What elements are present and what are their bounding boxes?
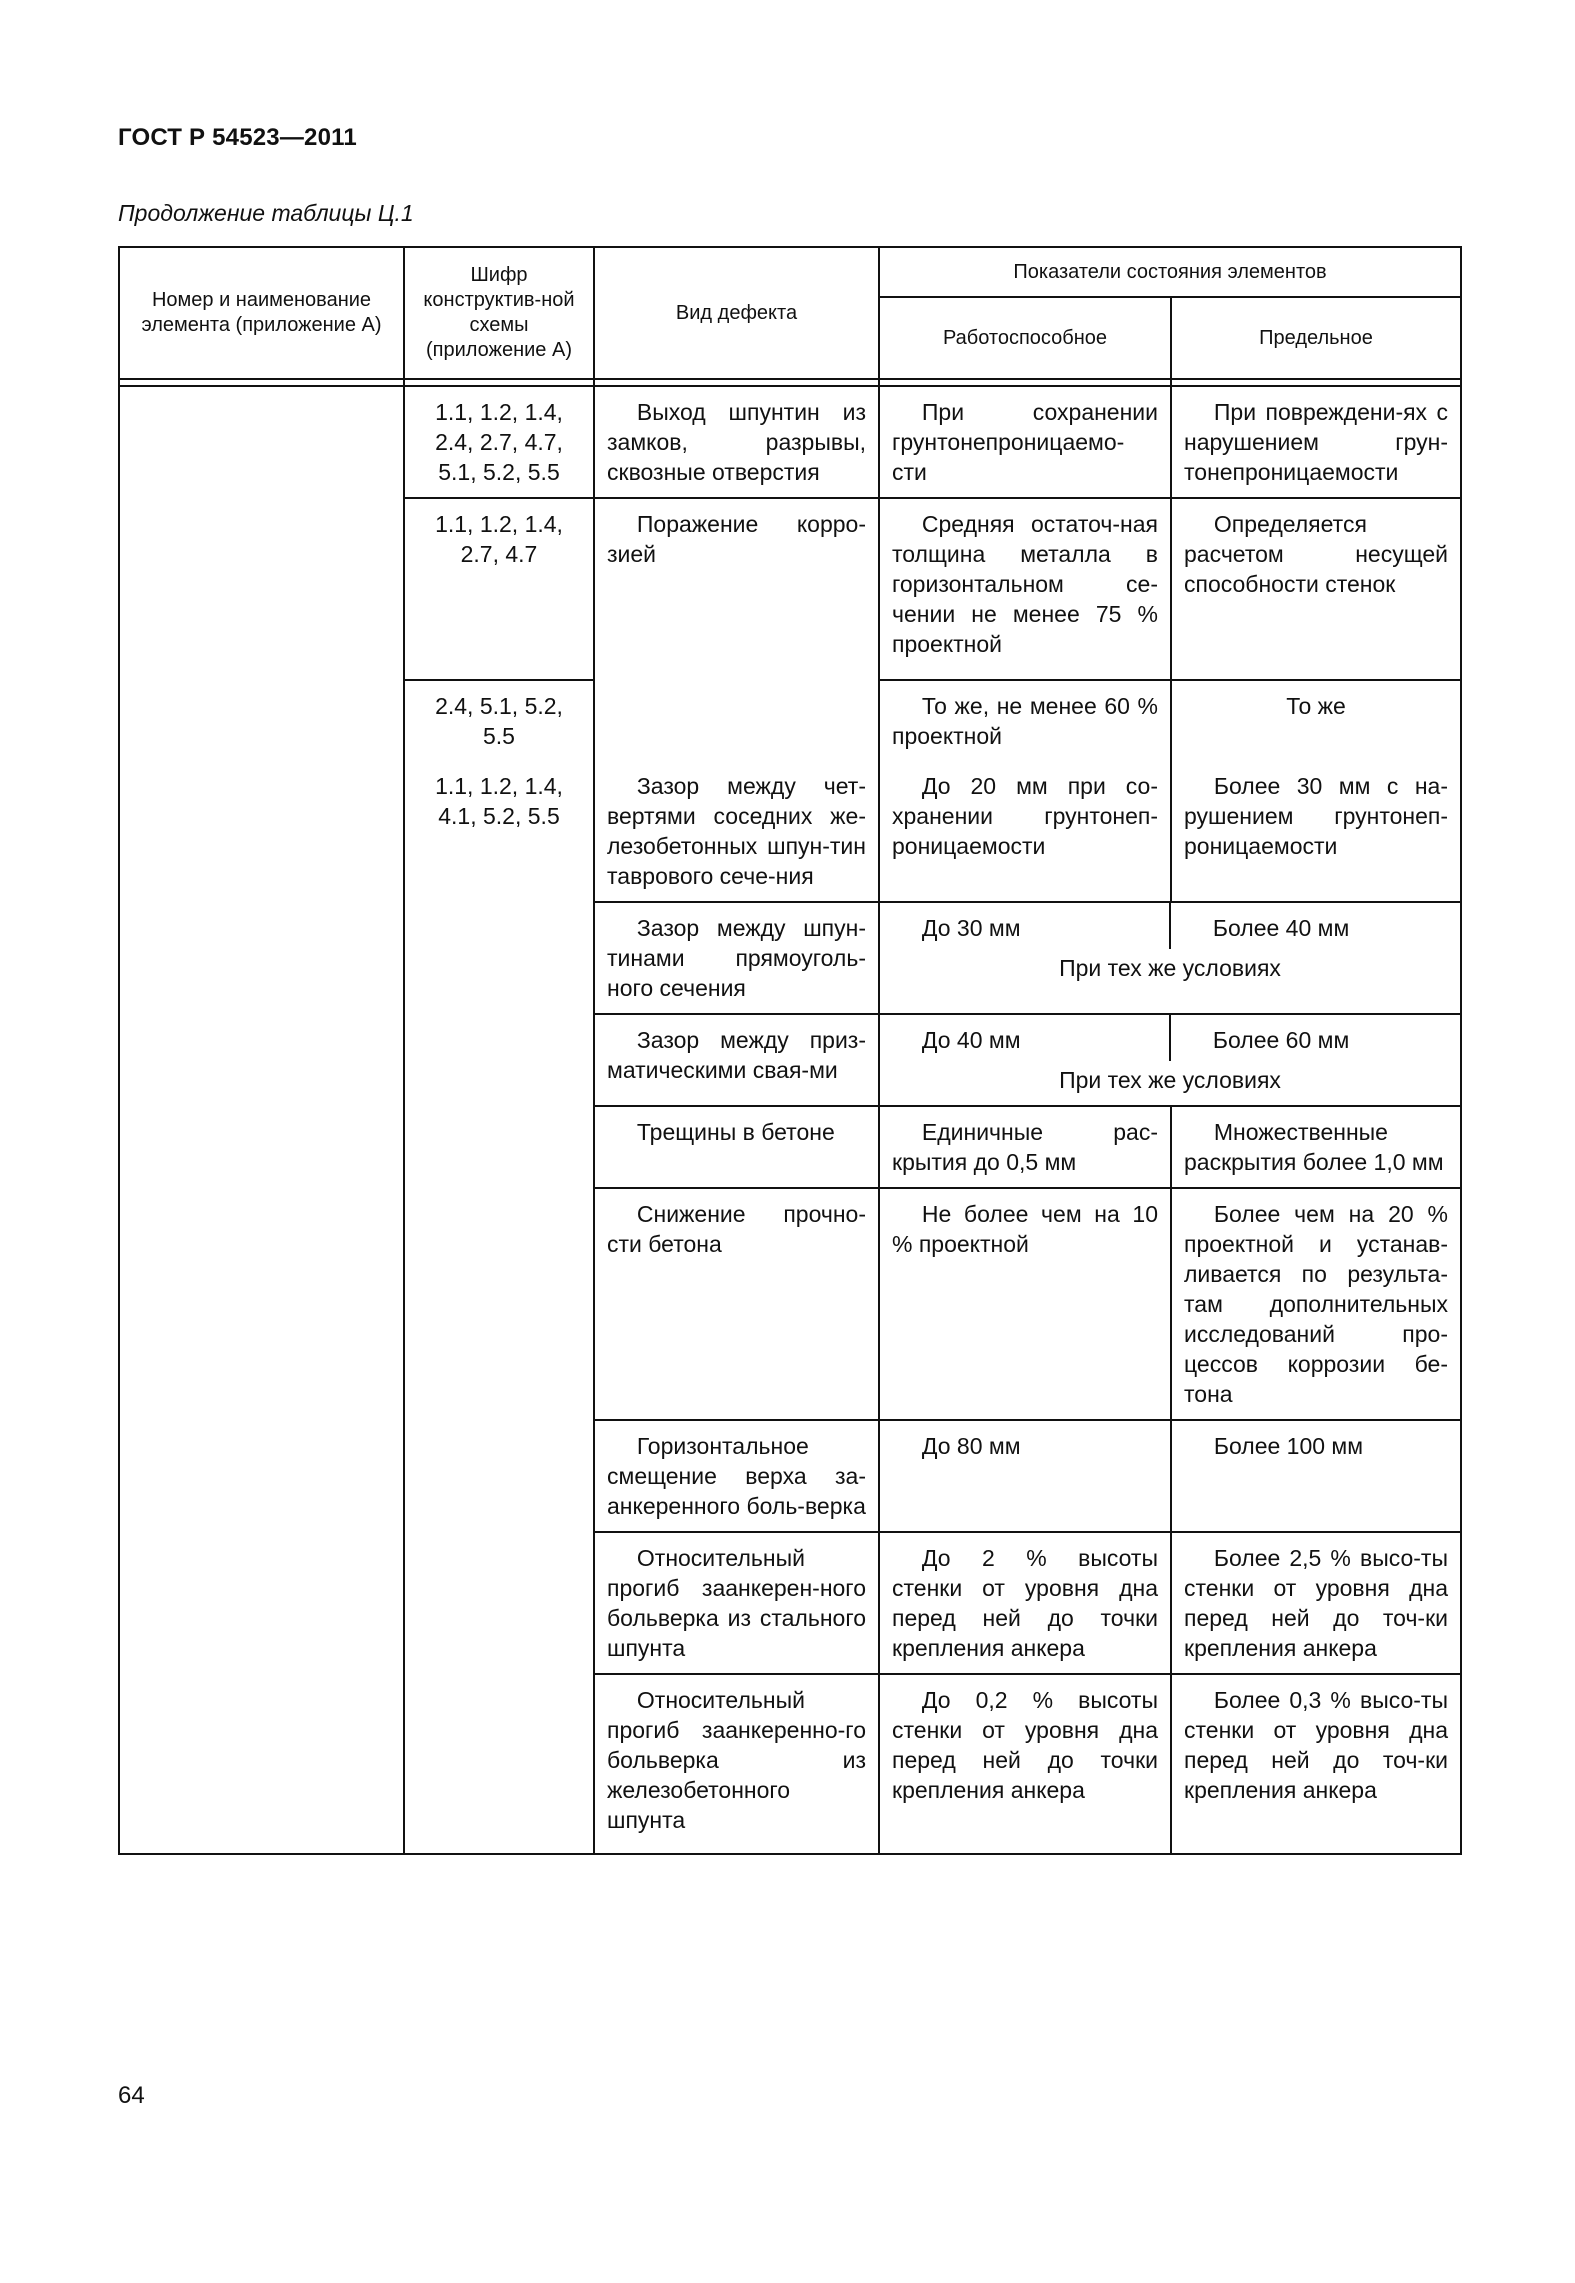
limit-cell: При повреждени-ях с нарушением грун-тонепроницаемости (1171, 386, 1461, 498)
defect-cell: Зазор между приз-матическими свая-ми (594, 1014, 879, 1106)
column-header-indicators: Показатели состояния элементов (879, 247, 1461, 297)
working-cell: До 80 мм (879, 1420, 1171, 1532)
code-cell: 2.4, 5.1, 5.2, 5.5 (404, 680, 594, 761)
column-header-defect: Вид дефекта (594, 247, 879, 379)
table-row (119, 386, 1461, 498)
defect-cell: Поражение корро-зией (594, 498, 879, 761)
limit-cell: Множественные раскрытия более 1,0 мм (1171, 1106, 1461, 1188)
column-header-code: Шифр конструктив-ной схемы (приложение А) (404, 247, 594, 379)
defect-cell: Горизонтальное смещение верха за-анкеренного боль-верка (594, 1420, 879, 1532)
code-cell: 1.1, 1.2, 1.4, 2.4, 2.7, 4.7, 5.1, 5.2, 5.5 (404, 386, 594, 498)
document-standard-title: ГОСТ Р 54523—2011 (118, 124, 357, 151)
conditions-cell (879, 902, 1461, 1014)
table-header-row (119, 247, 1461, 297)
limit-cell: Более 100 мм (1171, 1420, 1461, 1532)
defect-cell: Зазор между чет-вертями соседних же-лезобетонных шпун-тин таврового сече-ния (594, 761, 879, 902)
working-cell: До 40 мм (880, 1015, 1171, 1061)
working-cell: Не более чем на 10 % проектной (879, 1188, 1171, 1420)
limit-cell: Более 0,3 % высо-ты стенки от уровня дна перед ней до точ-ки крепления анкера (1171, 1674, 1461, 1854)
limit-cell: Более 40 мм (1212, 915, 1350, 941)
limit-cell: То же (1171, 680, 1461, 761)
common-condition: При тех же условиях (1059, 1067, 1281, 1093)
limit-cell: Определяется расчетом несущей способности стенок (1171, 498, 1461, 680)
working-cell: Средняя остаточ-ная толщина металла в горизонтальном се-чении не менее 75 % проектной (879, 498, 1171, 680)
column-header-element: Номер и наименование элемента (приложение А) (119, 247, 404, 379)
defect-cell: Зазор между шпун-тинами прямоуголь-ного сечения (594, 902, 879, 1014)
working-cell: До 2 % высоты стенки от уровня дна перед ней до точки крепления анкера (879, 1532, 1171, 1674)
column-header-limit: Предельное (1171, 297, 1461, 379)
defect-cell: Трещины в бетоне (594, 1106, 879, 1188)
table-continuation-caption: Продолжение таблицы Ц.1 (118, 200, 414, 226)
header-separator (119, 379, 1461, 386)
limit-cell: Более 30 мм с на-рушением грунтонеп-роницаемости (1171, 761, 1461, 902)
code-cell: 1.1, 1.2, 1.4, 2.7, 4.7 (404, 498, 594, 680)
page-number: 64 (118, 2082, 145, 2109)
column-header-working: Работоспособное (879, 297, 1171, 379)
limit-cell: Более 60 мм (1212, 1027, 1350, 1053)
defect-cell: Снижение прочно-сти бетона (594, 1188, 879, 1420)
working-cell: До 20 мм при со-хранении грунтонеп-роницаемости (879, 761, 1171, 902)
limit-cell: Более чем на 20 % проектной и устанав-ливается по результа-там дополнительных исследований про-цессов коррозии бе-тона (1171, 1188, 1461, 1420)
working-cell: Единичные рас-крытия до 0,5 мм (879, 1106, 1171, 1188)
limit-cell: Более 2,5 % высо-ты стенки от уровня дна перед ней до точ-ки крепления анкера (1171, 1532, 1461, 1674)
working-cell: До 0,2 % высоты стенки от уровня дна перед ней до точки крепления анкера (879, 1674, 1171, 1854)
defect-cell: Выход шпунтин из замков, разрывы, сквозные отверстия (594, 386, 879, 498)
working-cell: При сохранении грунтонепроницаемо-сти (879, 386, 1171, 498)
common-condition: При тех же условиях (1059, 955, 1281, 981)
defects-table (118, 246, 1462, 1855)
defect-cell: Относительный прогиб заанкеренно-го больверка из железобетонного шпунта (594, 1674, 879, 1854)
working-cell: То же, не менее 60 % проектной (879, 680, 1171, 761)
code-cell: 1.1, 1.2, 1.4, 4.1, 5.2, 5.5 (404, 761, 594, 1854)
element-cell (119, 386, 404, 1854)
conditions-cell (879, 1014, 1461, 1106)
defect-cell: Относительный прогиб заанкерен-ного больверка из стального шпунта (594, 1532, 879, 1674)
working-cell: До 30 мм (880, 903, 1171, 949)
